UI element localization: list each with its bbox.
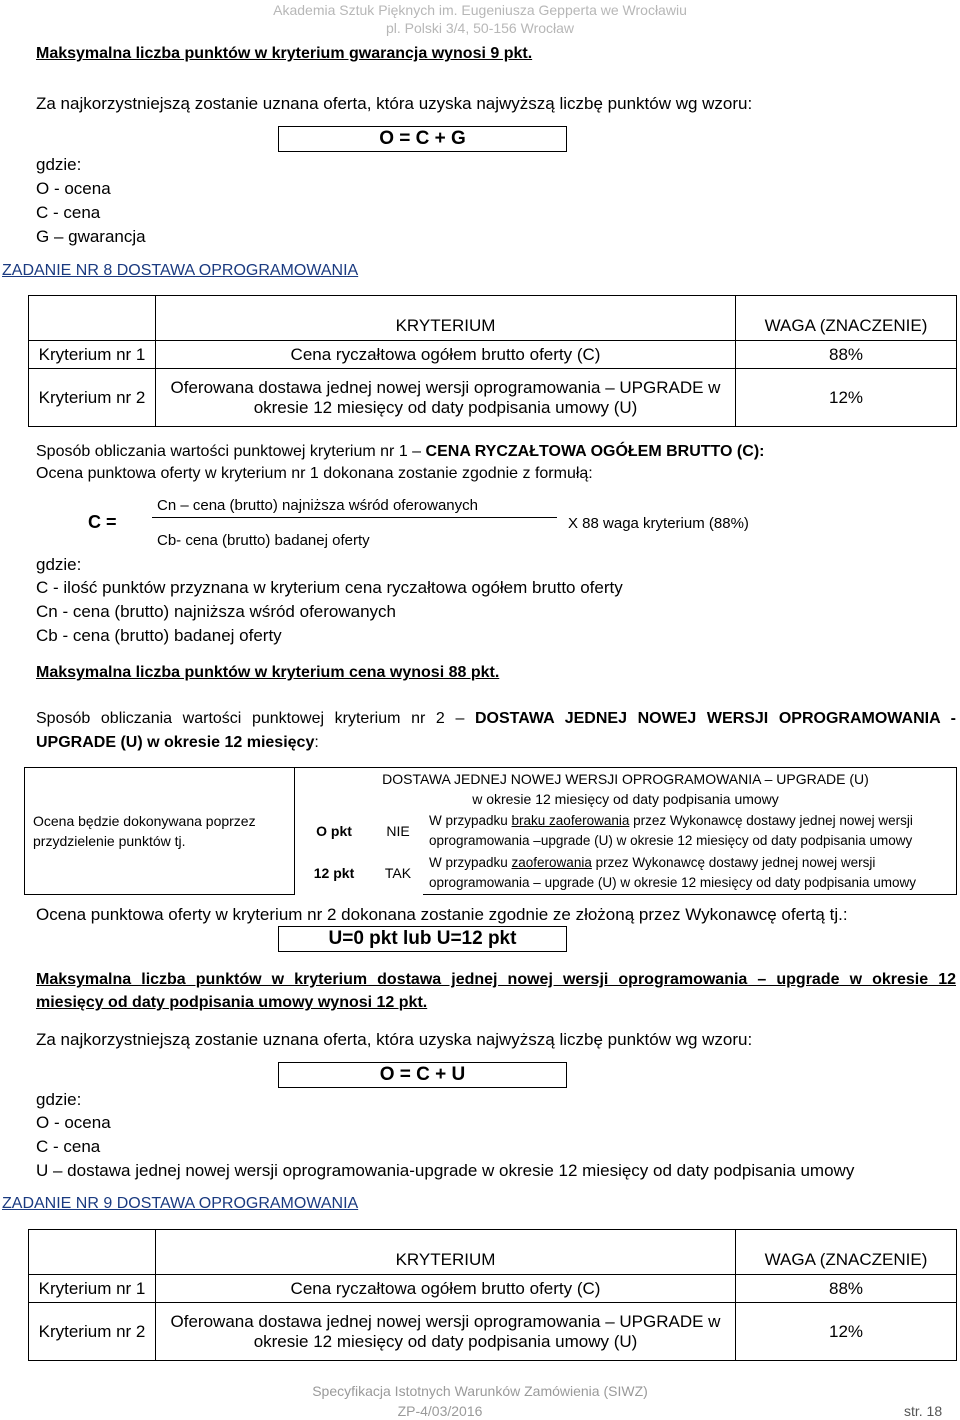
table-header-weight: WAGA (ZNACZENIE) <box>736 296 957 341</box>
where-label: gdzie: <box>36 155 82 174</box>
table-header-criterion: KRYTERIUM <box>156 296 736 341</box>
criterion-label: Kryterium nr 1 <box>29 341 156 369</box>
definition-o-2: O - ocena <box>36 1113 111 1132</box>
header-address: pl. Polski 3/4, 50-156 Wrocław <box>385 20 575 36</box>
assessment-text: Ocena punktowa oferty w kryterium nr 2 dokonana zostanie zgodnie ze złożoną przez Wykonawcę ofertą tj.: <box>36 905 848 924</box>
u-formula-text: U=0 pkt lub U=12 pkt <box>328 928 517 949</box>
method2-bold-line2: UPGRADE (U) w okresie 12 miesięcy <box>36 734 315 751</box>
formula-c-label: C = <box>88 512 117 532</box>
delivery-points-table <box>24 767 957 895</box>
criterion-label: Kryterium nr 1 <box>29 1275 156 1303</box>
criterion-description <box>156 369 736 427</box>
method1-line2: Ocena punktowa oferty w kryterium nr 1 dokonana zostanie zgodnie z formułą: <box>36 465 593 482</box>
footer-page-number: str. 18 <box>904 1403 943 1419</box>
table-row <box>29 369 957 427</box>
method2-line1 <box>36 710 956 728</box>
method2-colon: : <box>314 734 319 751</box>
delivery-left-line1: Ocena będzie dokonywana poprzez <box>33 813 256 829</box>
formula-numerator: Cn – cena (brutto) najniższa wśród oferowanych <box>157 497 478 514</box>
points-value: O pkt <box>316 823 352 839</box>
table-row <box>29 1303 957 1361</box>
delivery-title-line2: w okresie 12 miesięcy od daty podpisania umowy <box>472 791 779 807</box>
table-header-weight: WAGA (ZNACZENIE) <box>736 1230 957 1275</box>
desc-line2: oprogramowania –upgrade (U) w okresie 12 miesięcy od daty podpisania umowy <box>429 833 913 848</box>
delivery-left-line2: przydzielenie punktów tj. <box>33 833 186 849</box>
criterion-weight: 12% <box>736 1303 957 1361</box>
method1-bold: CENA RYCZAŁTOWA OGÓŁEM BRUTTO (C): <box>425 443 765 460</box>
criterion-weight: 88% <box>736 341 957 369</box>
criterion-description <box>156 1303 736 1361</box>
definition-cb: Cb - cena (brutto) badanej oferty <box>36 626 282 645</box>
points-value: 12 pkt <box>313 865 355 882</box>
criterion-description-line1: Oferowana dostawa jednej nowej wersji oprogramowania – UPGRADE w <box>170 377 721 397</box>
footer-doc-title: Specyfikacja Istotnych Warunków Zamówienia (SIWZ) <box>312 1383 648 1399</box>
method2-prefix: Sposób obliczania wartości punktowej kryterium nr 2 – <box>36 710 465 727</box>
criterion-description-line2: okresie 12 miesięcy od daty podpisania umowy (U) <box>253 397 638 417</box>
max-points-upgrade-line2: miesięcy od daty podpisania umowy wynosi 12 pkt. <box>36 994 428 1011</box>
desc-text: W przypadku <box>429 855 512 870</box>
max-points-warranty: Maksymalna liczba punktów w kryterium gwarancja wynosi 9 pkt. <box>36 45 533 62</box>
delivery-left-cell <box>25 768 295 895</box>
header-institution: Akademia Sztuk Pięknych im. Eugeniusza Gepperta we Wrocławiu <box>273 2 687 18</box>
where-label-3: gdzie: <box>36 1090 82 1109</box>
max-points-upgrade-line1: Maksymalna liczba punktów w kryterium dostawa jednej nowej wersji oprogramowania – upgrade w okresie 12 <box>36 971 956 988</box>
u-formula-box <box>278 926 567 952</box>
method1-prefix: Sposób obliczania wartości punktowej kryterium nr 1 – <box>36 443 422 460</box>
formula-text: O = C + G <box>379 128 466 149</box>
definition-o: O - ocena <box>36 179 111 198</box>
table-header-empty <box>29 296 156 341</box>
criterion-description: Cena ryczałtowa ogółem brutto oferty (C) <box>156 1275 736 1303</box>
answer-value: TAK <box>384 865 412 882</box>
table-row <box>29 341 957 369</box>
desc-underlined: braku zaoferowania <box>511 813 630 828</box>
definition-c-points: C - ilość punktów przyznana w kryterium cena ryczałtowa ogółem brutto oferty <box>36 578 623 597</box>
definition-c: C - cena <box>36 203 101 222</box>
task8-criteria-table <box>28 295 957 427</box>
formula-total-box <box>278 1062 567 1088</box>
where-label-2: gdzie: <box>36 555 82 574</box>
best-offer-text: Za najkorzystniejszą zostanie uznana oferta, która uzyska najwyższą liczbę punktów wg wzoru: <box>36 94 753 113</box>
definition-c-2: C - cena <box>36 1137 101 1156</box>
table-header-criterion: KRYTERIUM <box>156 1230 736 1275</box>
task9-criteria-table <box>28 1229 957 1361</box>
desc-text: W przypadku <box>429 813 512 828</box>
criterion-label: Kryterium nr 2 <box>29 369 156 427</box>
criterion-description-line1: Oferowana dostawa jednej nowej wersji oprogramowania – UPGRADE w <box>170 1311 721 1331</box>
criterion-description: Cena ryczałtowa ogółem brutto oferty (C) <box>156 341 736 369</box>
criterion-description-line2: okresie 12 miesięcy od daty podpisania umowy (U) <box>253 1331 638 1351</box>
desc-text: przez Wykonawcę dostawy jednej nowej wersji <box>591 855 876 870</box>
answer-value: NIE <box>386 823 410 839</box>
table-row <box>29 1275 957 1303</box>
formula-denominator: Cb- cena (brutto) badanej oferty <box>157 532 370 549</box>
formula-multiplier: X 88 waga kryterium (88%) <box>568 515 749 532</box>
table-header-empty <box>29 1230 156 1275</box>
method2-line2 <box>36 734 319 752</box>
desc-line2: oprogramowania – upgrade (U) w okresie 12 miesięcy od daty podpisania umowy <box>429 875 917 890</box>
formula-total-text: O = C + U <box>379 1064 466 1085</box>
formula-box <box>278 126 567 152</box>
desc-underlined: zaoferowania <box>511 855 592 870</box>
definition-cn: Cn - cena (brutto) najniższa wśród oferowanych <box>36 602 396 621</box>
criterion-weight: 88% <box>736 1275 957 1303</box>
task8-heading: ZADANIE NR 8 DOSTAWA OPROGRAMOWANIA <box>2 262 359 279</box>
desc-text: przez Wykonawcę dostawy jednej nowej wersji <box>629 813 913 828</box>
method2-bold-line1: DOSTAWA JEDNEJ NOWEJ WERSJI OPROGRAMOWANIA - <box>474 710 957 727</box>
definition-g: G – gwarancja <box>36 227 146 246</box>
points-description <box>423 852 957 895</box>
task9-heading: ZADANIE NR 9 DOSTAWA OPROGRAMOWANIA <box>2 1195 359 1212</box>
footer-doc-ref: ZP-4/03/2016 <box>397 1403 483 1419</box>
definition-u: U – dostawa jednej nowej wersji oprogramowania-upgrade w okresie 12 miesięcy od daty podpisania umowy <box>36 1161 855 1180</box>
criterion-weight: 12% <box>736 369 957 427</box>
delivery-title-cell <box>295 768 957 811</box>
delivery-title-line1: DOSTAWA JEDNEJ NOWEJ WERSJI OPROGRAMOWANIA – UPGRADE (U) <box>382 771 869 787</box>
criterion-label: Kryterium nr 2 <box>29 1303 156 1361</box>
max-points-price: Maksymalna liczba punktów w kryterium cena wynosi 88 pkt. <box>36 664 500 681</box>
method1-line1 <box>36 443 764 461</box>
best-offer-text-2: Za najkorzystniejszą zostanie uznana oferta, która uzyska najwyższą liczbę punktów wg wzoru: <box>36 1030 753 1049</box>
fraction-line <box>152 517 557 518</box>
points-description <box>423 810 957 852</box>
